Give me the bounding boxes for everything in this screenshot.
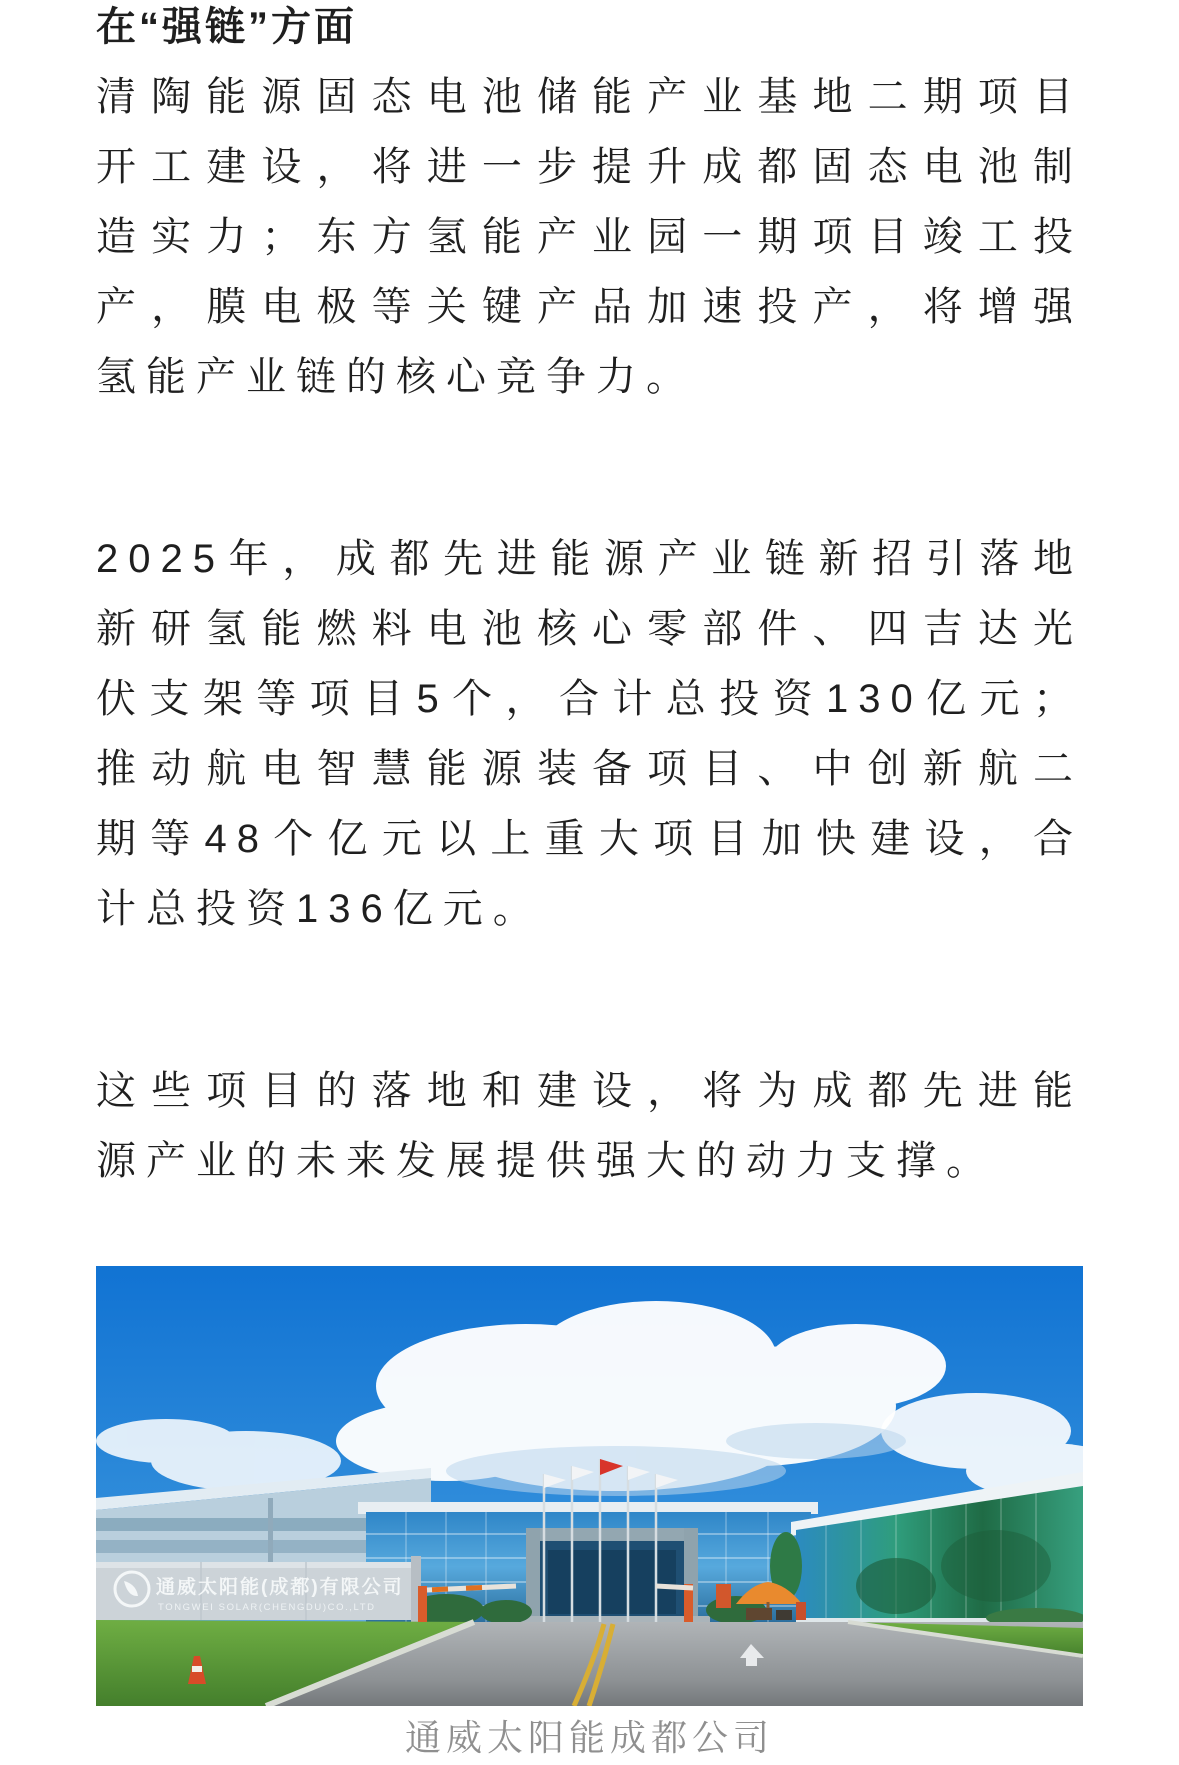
text-line: 源产业的未来发展提供强大的动力支撑。 bbox=[96, 1139, 996, 1183]
sign-text-cn: 通威太阳能(成都)有限公司 bbox=[156, 1577, 404, 1598]
entrance-sign-wall bbox=[96, 1556, 421, 1622]
text-line: 开工建设，将进一步提升成都固态电池制 bbox=[96, 145, 1083, 189]
paragraph-3 bbox=[96, 1056, 1083, 1196]
text-line: 推动航电智慧能源装备项目、中创新航二 bbox=[96, 747, 1083, 791]
text-line: 造实力；东方氢能产业园一期项目竣工投 bbox=[96, 215, 1083, 259]
text-line: 计总投资136亿元。 bbox=[96, 887, 543, 931]
image-caption: 通威太阳能成都公司 bbox=[404, 1717, 774, 1758]
gate-sign bbox=[716, 1584, 731, 1608]
section-heading: 在“强链”方面 bbox=[96, 5, 357, 49]
text-line: 伏支架等项目5个，合计总投资130亿元； bbox=[96, 677, 1083, 721]
text-line: 氢能产业链的核心竞争力。 bbox=[96, 355, 696, 399]
paragraph-2 bbox=[96, 524, 1083, 944]
text-line: 新研氢能燃料电池核心零部件、四吉达光 bbox=[96, 607, 1083, 651]
text-line: 产，膜电极等关键产品加速投产，将增强 bbox=[96, 285, 1083, 329]
text-line: 清陶能源固态电池储能产业基地二期项目 bbox=[96, 75, 1083, 119]
paragraph-1 bbox=[96, 62, 1083, 412]
text-line: 2025年，成都先进能源产业链新招引落地 bbox=[96, 537, 1083, 581]
company-photo[interactable] bbox=[96, 1266, 1083, 1706]
sign-text-en: TONGWEI SOLAR(CHENGDU)CO.,LTD bbox=[158, 1602, 376, 1613]
text-line: 期等48个亿元以上重大项目加快建设，合 bbox=[96, 817, 1083, 861]
text-line: 这些项目的落地和建设，将为成都先进能 bbox=[96, 1069, 1083, 1113]
